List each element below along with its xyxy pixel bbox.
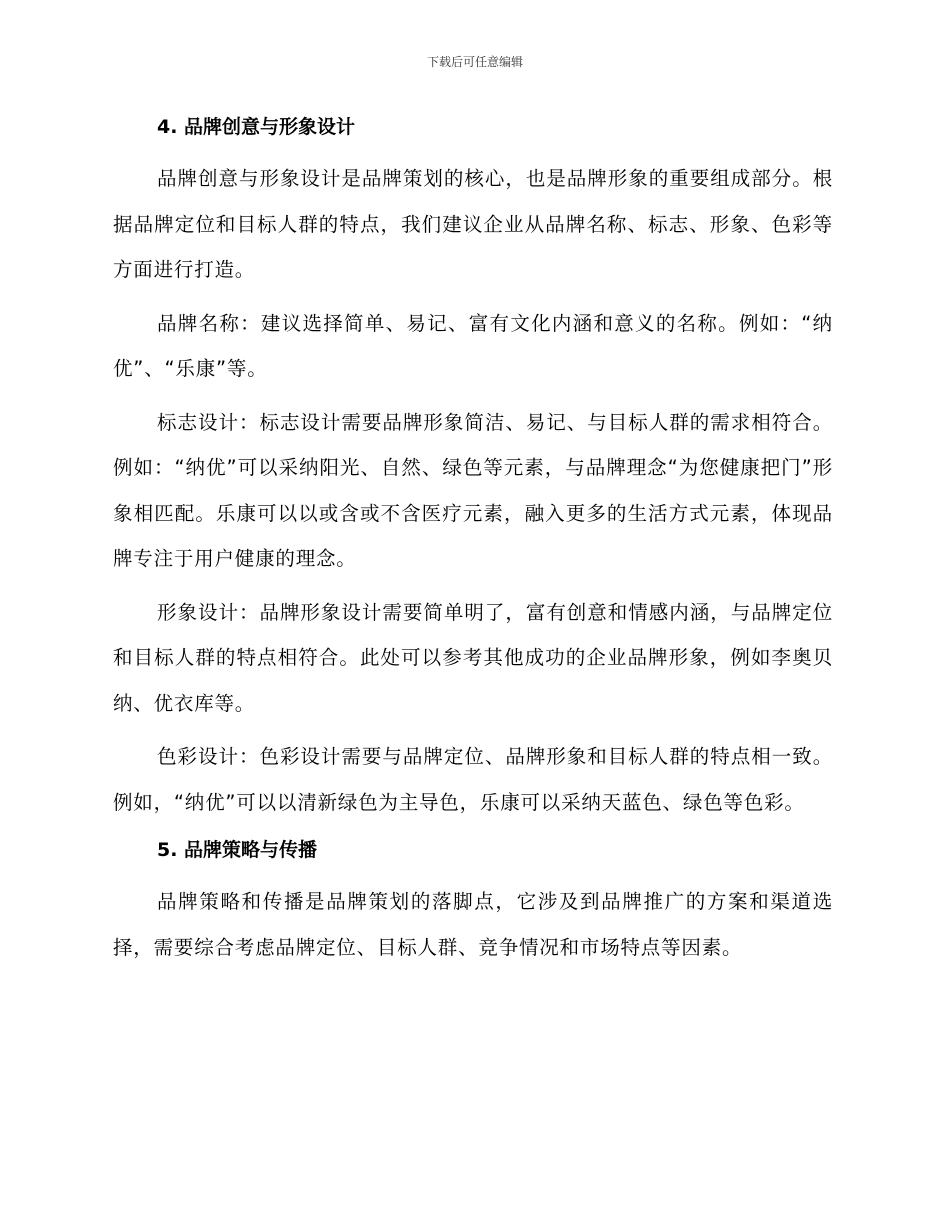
paragraph-brand-name: 品牌名称：建议选择简单、易记、富有文化内涵和意义的名称。例如：“纳优”、“乐康”等。 — [113, 311, 833, 380]
paragraph-strategy: 品牌策略和传播是品牌策划的落脚点，它涉及到品牌推广的方案和渠道选择，需要综合考虑品牌定位、目标人群、竞争情况和市场特点等因素。 — [113, 890, 833, 959]
paragraph-color-design: 色彩设计：色彩设计需要与品牌定位、品牌形象和目标人群的特点相一致。例如，“纳优”可以以清新绿色为主导色，乐康可以采纳天蓝色、绿色等色彩。 — [113, 745, 833, 814]
section-heading-5: 5. 品牌策略与传播 — [157, 839, 318, 861]
header-note: 下载后可任意编辑 — [426, 55, 523, 69]
paragraph-logo-design: 标志设计：标志设计需要品牌形象简洁、易记、与目标人群的需求相符合。例如：“纳优”可以采纳阳光、自然、绿色等元素，与品牌理念“为您健康把门”形象相匹配。乐康可以以或含或不含医疗元素，融入更多的生活方式元素，体现品牌专注于用户健康的理念。 — [113, 410, 833, 570]
paragraph-intro: 品牌创意与形象设计是品牌策划的核心，也是品牌形象的重要组成部分。根据品牌定位和目标人群的特点，我们建议企业从品牌名称、标志、形象、色彩等方面进行打造。 — [113, 167, 833, 281]
section-heading-4: 4. 品牌创意与形象设计 — [157, 116, 356, 138]
paragraph-image-design: 形象设计：品牌形象设计需要简单明了，富有创意和情感内涵，与品牌定位和目标人群的特点相符合。此处可以参考其他成功的企业品牌形象，例如李奥贝纳、优衣库等。 — [113, 600, 833, 715]
document-body — [113, 112, 833, 978]
